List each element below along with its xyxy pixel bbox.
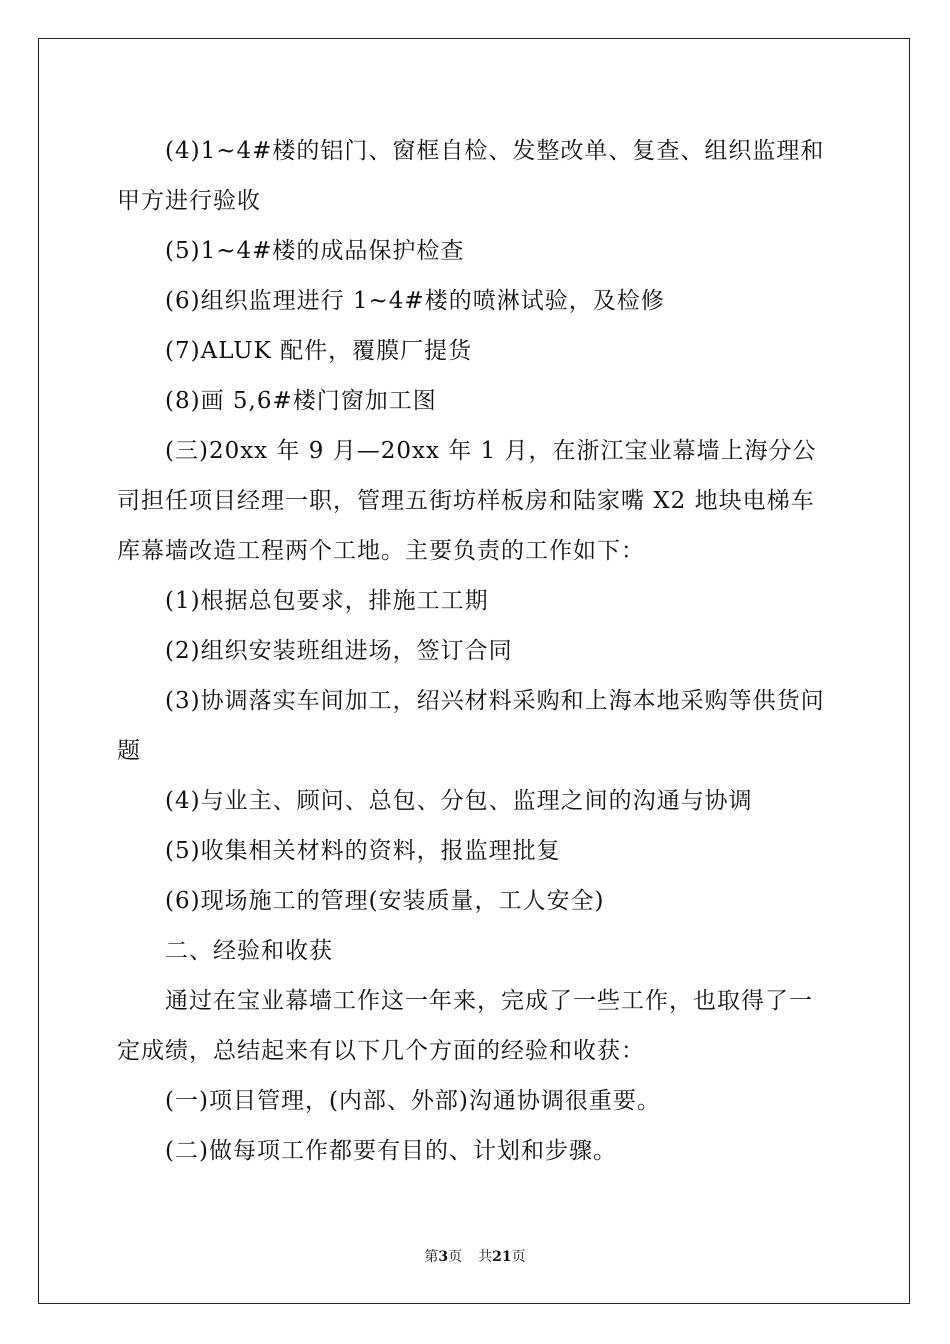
page-suffix: 页 [448,1249,463,1265]
page-number: 3 [438,1249,449,1265]
paragraph: 通过在宝业幕墙工作这一年来，完成了一些工作，也取得了一定成绩，总结起来有以下几个方面的经验和收获： [117,988,813,1064]
paragraph: (3)协调落实车间加工，绍兴材料采购和上海本地采购等供货问题 [117,688,825,764]
document-body [117,126,833,1176]
paragraph: (8)画 5,6#楼门窗加工图 [165,388,437,414]
total-pages: 21 [492,1249,512,1265]
paragraph: (三)20xx 年 9 月—20xx 年 1 月，在浙江宝业幕墙上海分公司担任项目经理一职，管理五街坊样板房和陆家嘴 X2 地块电梯车库幕墙改造工程两个工地。主要负责的工作如下： [117,438,817,564]
total-suffix: 页 [511,1249,526,1265]
page-prefix: 第 [424,1249,439,1265]
paragraph: (4)与业主、顾问、总包、分包、监理之间的沟通与协调 [165,788,753,814]
paragraph: (6)现场施工的管理(安装质量，工人安全) [165,888,605,914]
paragraph: (一)项目管理，(内部、外部)沟通协调很重要。 [165,1088,661,1114]
paragraph: (4)1~4#楼的铝门、窗框自检、发整改单、复查、组织监理和甲方进行验收 [117,138,825,214]
paragraph: (7)ALUK 配件，覆膜厂提货 [165,338,473,364]
section-heading: 二、经验和收获 [165,938,333,964]
paragraph: (5)收集相关材料的资料，报监理批复 [165,838,561,864]
page-footer [0,1247,950,1267]
paragraph: (2)组织安装班组进场，签订合同 [165,638,513,664]
paragraph: (6)组织监理进行 1~4#楼的喷淋试验，及检修 [165,288,665,314]
paragraph: (二)做每项工作都要有目的、计划和步骤。 [165,1138,617,1164]
paragraph: (5)1~4#楼的成品保护检查 [165,238,465,264]
paragraph: (1)根据总包要求，排施工工期 [165,588,489,614]
total-prefix: 共 [478,1249,493,1265]
